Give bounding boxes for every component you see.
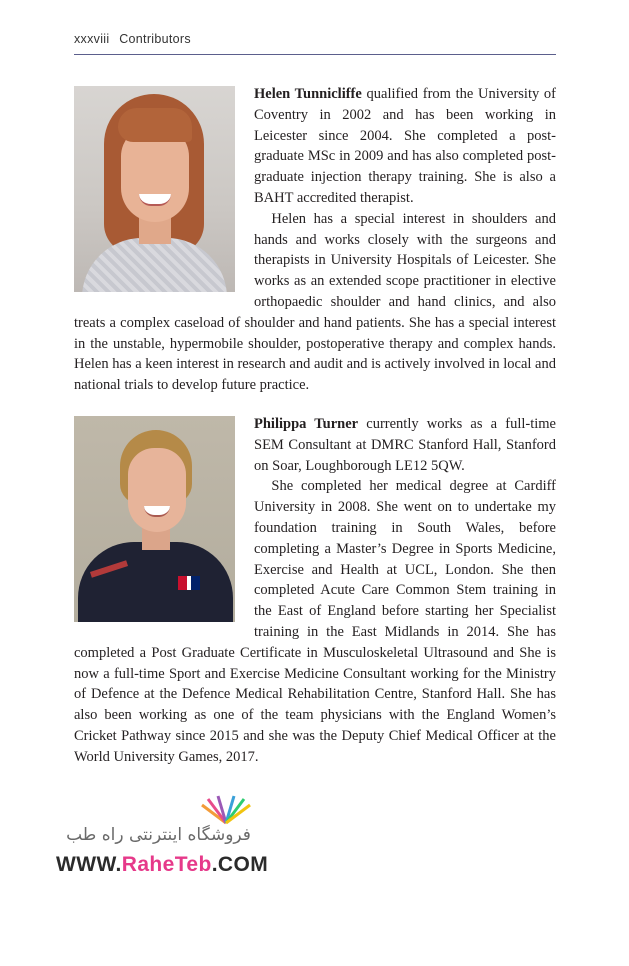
bio-paragraph: Helen Tunnicliffe qualified from the University of Coventry in 2002 and has been working in Leicester since 2004. She completed a post-graduate MSc in 2009 and has also completed post-graduate injection therapy training. She is also a BAHT accredited therapist. (254, 86, 556, 206)
watermark-url: WWW.RaheTeb.COM (56, 853, 269, 876)
bio-paragraph: She completed her medical degree at Cardiff University in 2008. She went on to undertake my foundation training in South Wales, before completing a Master’s Degree in Sports Medicine, Exercise and Health at UCL, London. She then completed Acute Care Common Stem training in the East of England before starting her Specialist training in the East Midlands in 2014. She has completed a Post Graduate Certificate in Musculoskeletal Ultrasound and She is now a full-time Sport and Exercise Medicine Consultant working for the Ministry of Defence at the Defence Medical Rehabilitation Centre, Stanford Hall. She has also been working as one of the team physicians with the England Women’s Cricket Pathway since 2015 and she was the Deputy Chief Medical Officer at the World University Games, 2017. (74, 478, 556, 765)
contributor-photo (74, 86, 235, 292)
section-title: Contributors (119, 32, 191, 46)
contributor-photo (74, 416, 235, 622)
contributor-bio (74, 414, 556, 768)
watermark (56, 795, 269, 885)
contributor-bio (74, 84, 556, 396)
books-logo-icon (196, 795, 256, 825)
bio-paragraph: Philippa Turner currently works as a full-time SEM Consultant at DMRC Stanford Hall, Stanford on Soar, Loughborough LE12 5QW. (254, 416, 556, 474)
contributor-name: Helen Tunnicliffe (254, 86, 362, 102)
running-header (74, 32, 556, 46)
header-rule (74, 54, 556, 55)
bio-paragraph: Helen has a special interest in shoulders and hands and works closely with the surgeons and therapists in University Hospitals of Leicester. She works as an extended scope practitioner in elective orthopaedic shoulder and hand clinics, and also treats a complex caseload of shoulder and hand patients. She has a special interest in the unstable, hypermobile shoulder, postoperative therapy and complex hands. Helen has a keen interest in research and audit and is actively involved in local and national trials to develop future practice. (74, 210, 556, 394)
contributor-name: Philippa Turner (254, 416, 359, 432)
watermark-persian-text: فروشگاه اینترنتی راه طب (66, 825, 251, 845)
page-number: xxxviii (74, 32, 110, 46)
